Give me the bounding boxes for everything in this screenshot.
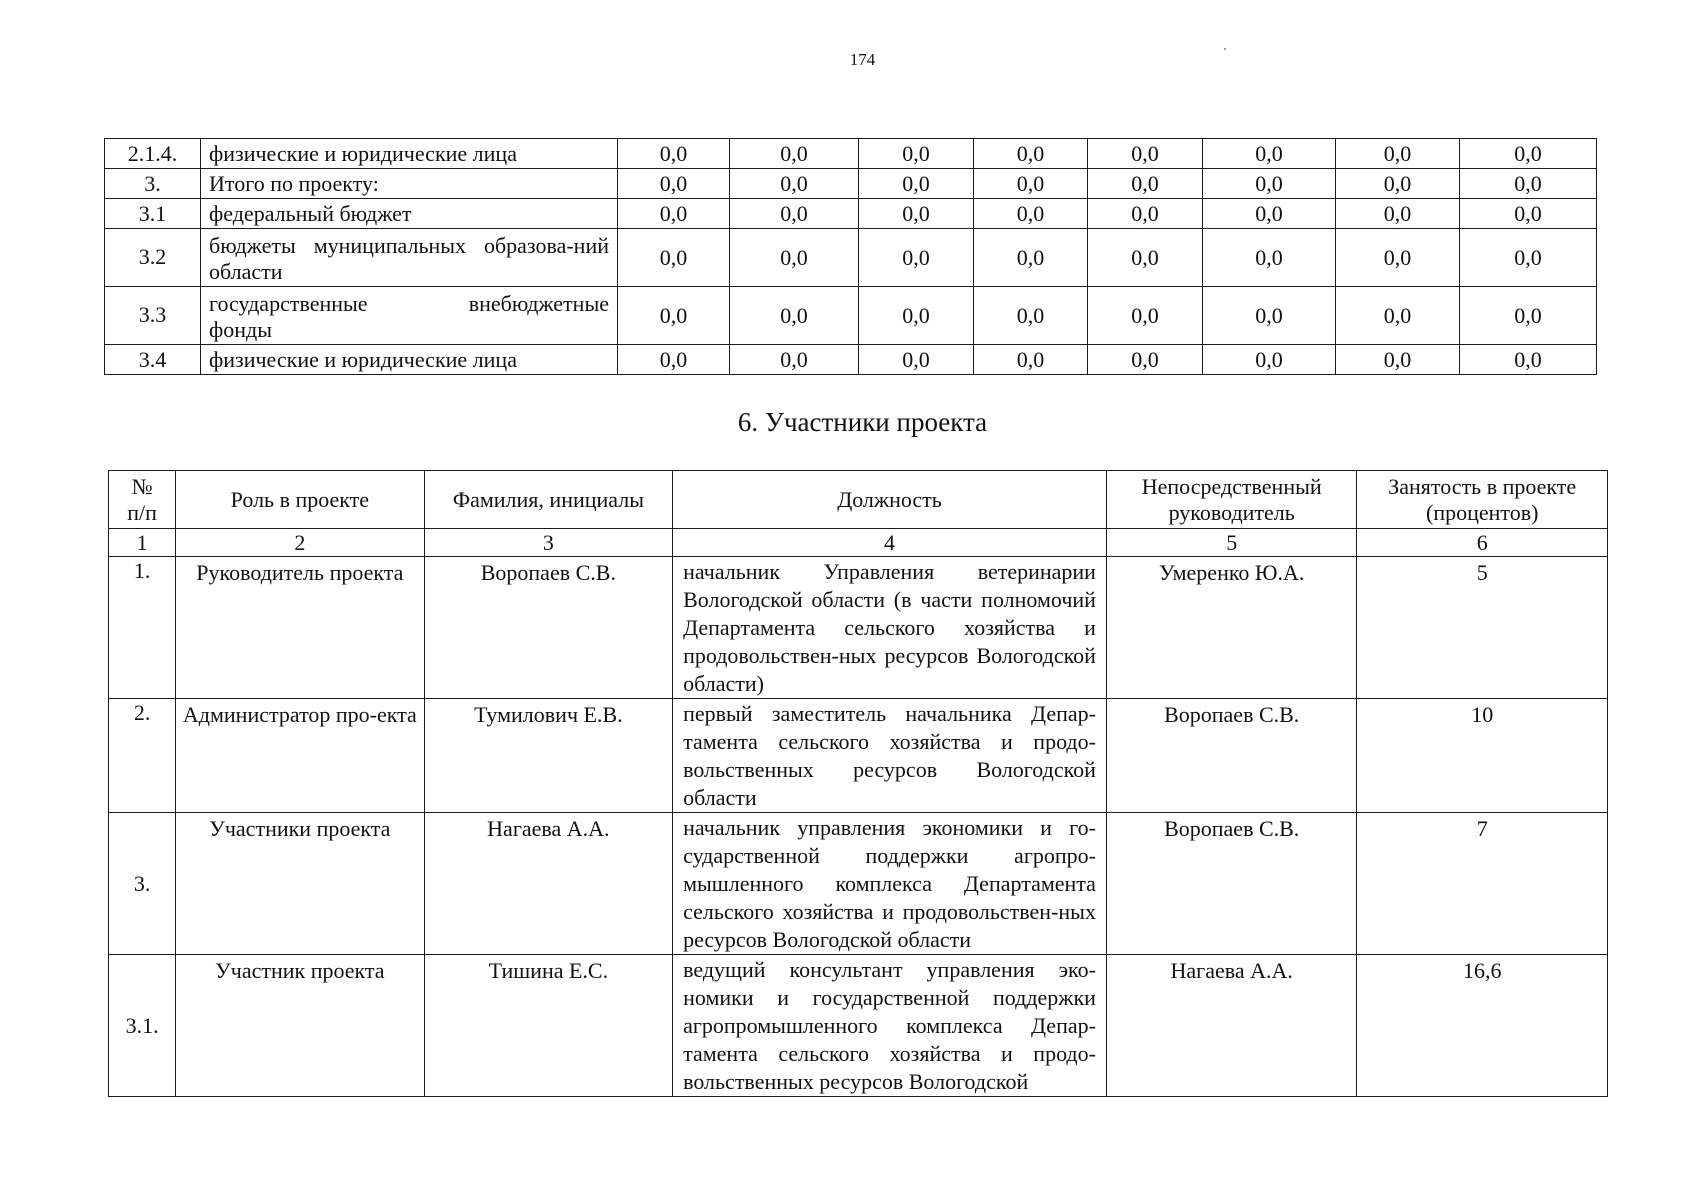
funding-value-cell: 0,0 <box>1336 139 1460 169</box>
participant-role: Руководитель проекта <box>176 557 424 699</box>
header-manager-line2: руководитель <box>1168 500 1295 525</box>
funding-value-cell: 0,0 <box>1088 169 1203 199</box>
column-number: 4 <box>673 529 1107 557</box>
funding-value-cell: 0,0 <box>1460 345 1597 375</box>
funding-row-name: федеральный бюджет <box>201 199 618 229</box>
header-role: Роль в проекте <box>176 471 424 529</box>
funding-row-number: 2.1.4. <box>105 139 201 169</box>
funding-value-cell: 0,0 <box>730 287 859 345</box>
funding-value-cell: 0,0 <box>859 229 974 287</box>
funding-value-cell: 0,0 <box>1460 169 1597 199</box>
funding-value-cell: 0,0 <box>1460 287 1597 345</box>
funding-value-cell: 0,0 <box>1203 199 1336 229</box>
participant-manager: Воропаев С.В. <box>1106 699 1357 813</box>
funding-value-cell: 0,0 <box>859 199 974 229</box>
funding-row-name-line: фонды <box>209 317 273 342</box>
participant-num: 3.1. <box>109 955 176 1097</box>
participant-num: 3. <box>109 813 176 955</box>
participant-manager: Умеренко Ю.А. <box>1106 557 1357 699</box>
header-share-line1: Занятость в проекте <box>1388 474 1577 499</box>
funding-value-cell: 0,0 <box>618 287 730 345</box>
funding-value-cell: 0,0 <box>974 287 1088 345</box>
funding-value-cell: 0,0 <box>1203 169 1336 199</box>
participant-position: ведущий консультант управления эко-номики и государственной поддержки агропромышленного комплекса Депар-тамента сельского хозяйства и продо-вольственных ресурсов Вологодской <box>673 955 1107 1097</box>
participant-num: 2. <box>109 699 176 813</box>
header-name: Фамилия, инициалы <box>424 471 672 529</box>
funding-value-cell: 0,0 <box>859 287 974 345</box>
header-num <box>109 471 176 529</box>
funding-value-cell: 0,0 <box>1088 199 1203 229</box>
funding-value-cell: 0,0 <box>618 199 730 229</box>
funding-value-cell: 0,0 <box>859 169 974 199</box>
participant-name: Нагаева А.А. <box>424 813 672 955</box>
column-number: 2 <box>176 529 424 557</box>
funding-row-name: физические и юридические лица <box>201 139 618 169</box>
funding-row <box>105 345 1597 375</box>
header-num-line1: № <box>131 474 153 499</box>
funding-value-cell: 0,0 <box>730 229 859 287</box>
participant-role: Участник проекта <box>176 955 424 1097</box>
funding-value-cell: 0,0 <box>1336 199 1460 229</box>
page-number: 174 <box>849 50 876 69</box>
participant-share: 16,6 <box>1357 955 1608 1097</box>
funding-row <box>105 287 1597 345</box>
participant-role: Администратор про-екта <box>176 699 424 813</box>
column-number: 5 <box>1106 529 1357 557</box>
funding-value-cell: 0,0 <box>1203 287 1336 345</box>
funding-row <box>105 139 1597 169</box>
header-manager <box>1106 471 1357 529</box>
funding-value-cell: 0,0 <box>974 345 1088 375</box>
funding-value-cell: 0,0 <box>974 139 1088 169</box>
funding-value-cell: 0,0 <box>1336 345 1460 375</box>
funding-value-cell: 0,0 <box>1203 345 1336 375</box>
header-row <box>109 471 1608 529</box>
funding-row-name-word: внебюджетные <box>468 291 609 316</box>
column-number-row <box>109 529 1608 557</box>
funding-row-name <box>201 287 618 345</box>
column-number: 1 <box>109 529 176 557</box>
funding-row-name: Итого по проекту: <box>201 169 618 199</box>
participant-position: первый заместитель начальника Депар-тамента сельского хозяйства и продо-вольственных ресурсов Вологодской области <box>673 699 1107 813</box>
participant-share: 7 <box>1357 813 1608 955</box>
funding-value-cell: 0,0 <box>1203 139 1336 169</box>
header-manager-line1: Непосредственный <box>1141 474 1322 499</box>
participant-manager: Нагаева А.А. <box>1106 955 1357 1097</box>
funding-row-number: 3.3 <box>105 287 201 345</box>
funding-value-cell: 0,0 <box>618 169 730 199</box>
scan-speck <box>1224 48 1226 50</box>
funding-table <box>104 138 1597 375</box>
funding-value-cell: 0,0 <box>1460 199 1597 229</box>
funding-value-cell: 0,0 <box>1088 345 1203 375</box>
funding-value-cell: 0,0 <box>974 199 1088 229</box>
participant-position: начальник Управления ветеринарии Вологодской области (в части полномочий Департамента сельского хозяйства и продовольствен-ных ресурсов Вологодской области) <box>673 557 1107 699</box>
funding-row-number: 3.1 <box>105 199 201 229</box>
column-number: 3 <box>424 529 672 557</box>
funding-row-number: 3.4 <box>105 345 201 375</box>
funding-row-number: 3.2 <box>105 229 201 287</box>
funding-value-cell: 0,0 <box>618 345 730 375</box>
funding-value-cell: 0,0 <box>618 139 730 169</box>
header-share-line2: (процентов) <box>1426 500 1539 525</box>
participant-name: Тишина Е.С. <box>424 955 672 1097</box>
participants-table <box>108 470 1608 1097</box>
header-num-line2: п/п <box>127 500 157 525</box>
funding-value-cell: 0,0 <box>618 229 730 287</box>
funding-value-cell: 0,0 <box>1203 229 1336 287</box>
participant-row <box>109 813 1608 955</box>
participant-row <box>109 699 1608 813</box>
funding-value-cell: 0,0 <box>730 345 859 375</box>
participant-share: 5 <box>1357 557 1608 699</box>
funding-row <box>105 229 1597 287</box>
participant-role: Участники проекта <box>176 813 424 955</box>
funding-value-cell: 0,0 <box>859 345 974 375</box>
funding-value-cell: 0,0 <box>730 139 859 169</box>
funding-row-name: бюджеты муниципальных образова-ний области <box>201 229 618 287</box>
funding-value-cell: 0,0 <box>1460 139 1597 169</box>
funding-row-name-line <box>209 291 609 317</box>
column-number: 6 <box>1357 529 1608 557</box>
header-share <box>1357 471 1608 529</box>
funding-value-cell: 0,0 <box>859 139 974 169</box>
participant-row <box>109 557 1608 699</box>
funding-value-cell: 0,0 <box>1088 139 1203 169</box>
funding-value-cell: 0,0 <box>1088 229 1203 287</box>
funding-row-number: 3. <box>105 169 201 199</box>
participant-name: Тумилович Е.В. <box>424 699 672 813</box>
funding-value-cell: 0,0 <box>974 169 1088 199</box>
funding-row <box>105 169 1597 199</box>
header-position: Должность <box>673 471 1107 529</box>
funding-value-cell: 0,0 <box>1336 287 1460 345</box>
funding-value-cell: 0,0 <box>730 199 859 229</box>
funding-value-cell: 0,0 <box>1336 169 1460 199</box>
funding-value-cell: 0,0 <box>1336 229 1460 287</box>
funding-value-cell: 0,0 <box>1088 287 1203 345</box>
participant-num: 1. <box>109 557 176 699</box>
funding-row-name: физические и юридические лица <box>201 345 618 375</box>
funding-value-cell: 0,0 <box>730 169 859 199</box>
funding-value-cell: 0,0 <box>974 229 1088 287</box>
section-title: 6. Участники проекта <box>737 407 988 437</box>
participant-position: начальник управления экономики и го-сударственной поддержки агропро-мышленного комплекса Департамента сельского хозяйства и продовольствен-ных ресурсов Вологодской области <box>673 813 1107 955</box>
participant-row <box>109 955 1608 1097</box>
funding-row-name-word: государственные <box>209 291 368 316</box>
participant-name: Воропаев С.В. <box>424 557 672 699</box>
funding-value-cell: 0,0 <box>1460 229 1597 287</box>
participant-manager: Воропаев С.В. <box>1106 813 1357 955</box>
funding-row <box>105 199 1597 229</box>
participant-share: 10 <box>1357 699 1608 813</box>
